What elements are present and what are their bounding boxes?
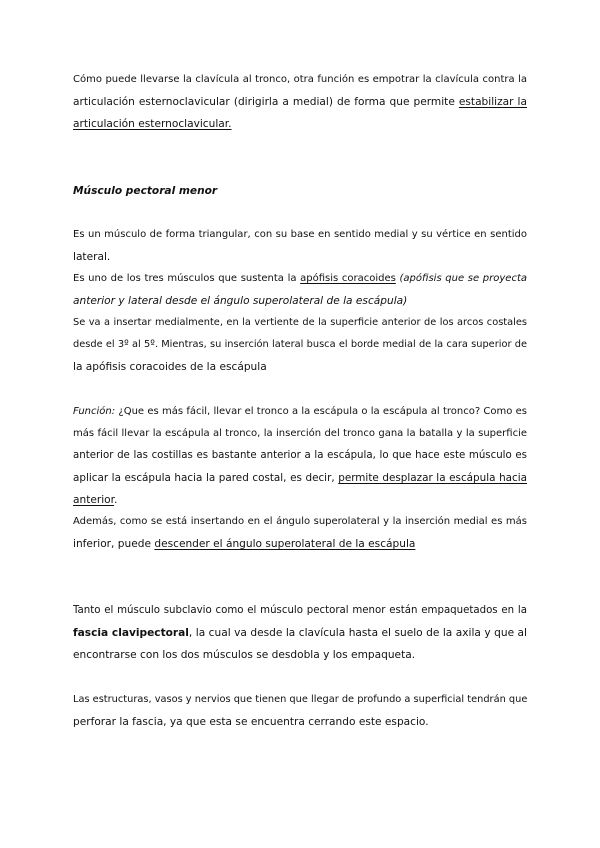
text-line xyxy=(73,467,527,489)
text-line: anterior de las costillas es bastante anterior a la escápula, lo que hace este músculo es xyxy=(73,450,527,461)
underlined-text: permite desplazar la escápula hacia xyxy=(338,472,527,484)
underlined-text: anterior xyxy=(73,494,115,506)
text-line: Es un músculo de forma triangular, con su base en sentido medial y su vértice en sentido xyxy=(73,229,527,240)
paragraph-description xyxy=(73,224,527,378)
text-line: lateral. xyxy=(73,251,111,263)
text-line: la apófisis coracoides de la escápula xyxy=(73,361,267,373)
section-heading xyxy=(73,180,527,202)
text-span: articulación esternoclavicular (dirigirla a medial) de forma que permite xyxy=(73,96,455,108)
underlined-text: descender el ángulo superolateral de la escápula xyxy=(154,538,416,550)
heading-text: Músculo pectoral menor xyxy=(73,185,218,197)
text-line: más fácil llevar la escápula al tronco, la inserción del tronco gana la batalla y la superficie xyxy=(73,428,527,439)
text-line xyxy=(73,91,527,113)
italic-text: (apófisis que se proyecta xyxy=(399,273,527,284)
text-span: ¿Que es más fácil, llevar el tronco a la escápula o la escápula al tronco? Como es xyxy=(118,406,527,417)
text-line: perforar la fascia, ya que esta se encuentra cerrando este espacio. xyxy=(73,716,429,728)
text-line xyxy=(73,533,527,555)
text-span: aplicar la escápula hacia la pared costal, es decir, xyxy=(73,472,335,484)
text-span: . xyxy=(114,494,118,506)
text-line: desde el 3º al 5º. Mientras, su inserción lateral busca el borde medial de la cara superior de xyxy=(73,339,527,350)
underlined-text: articulación esternoclavicular. xyxy=(73,118,232,130)
italic-label: Función: xyxy=(73,406,116,417)
text-line: Además, como se está insertando en el ángulo superolateral y la inserción medial es más xyxy=(73,516,527,527)
text-line: Las estructuras, vasos y nervios que tienen que llegar de profundo a superficial tendrán que xyxy=(73,694,528,705)
text-line: encontrarse con los dos músculos se desdobla y los empaqueta. xyxy=(73,649,416,661)
text-line xyxy=(73,489,527,511)
paragraph-structures xyxy=(73,689,527,733)
text-line: Se va a insertar medialmente, en la vertiente de la superficie anterior de los arcos costales xyxy=(73,317,527,328)
paragraph-fascia xyxy=(73,600,527,666)
text-line: Tanto el músculo subclavio como el músculo pectoral menor están empaquetados en la xyxy=(73,605,527,616)
underlined-text: estabilizar la xyxy=(458,96,527,108)
paragraph-clavicle-function xyxy=(73,69,527,135)
text-line: Cómo puede llevarse la clavícula al tronco, otra función es empotrar la clavícula contra la xyxy=(73,74,527,85)
underlined-text: apófisis coracoides xyxy=(300,273,396,284)
text-line: anterior y lateral desde el ángulo superolateral de la escápula) xyxy=(73,295,408,307)
text-line xyxy=(73,401,527,423)
text-span: , la cual va desde la clavícula hasta el suelo de la axila y que al xyxy=(188,627,527,639)
text-span: Es uno de los tres músculos que sustenta la xyxy=(73,273,297,284)
text-line xyxy=(73,622,527,644)
bold-term: fascia clavipectoral xyxy=(73,627,189,639)
text-line xyxy=(73,113,527,135)
text-span: inferior, puede xyxy=(73,538,151,550)
text-line xyxy=(73,268,527,290)
paragraph-function xyxy=(73,401,527,555)
